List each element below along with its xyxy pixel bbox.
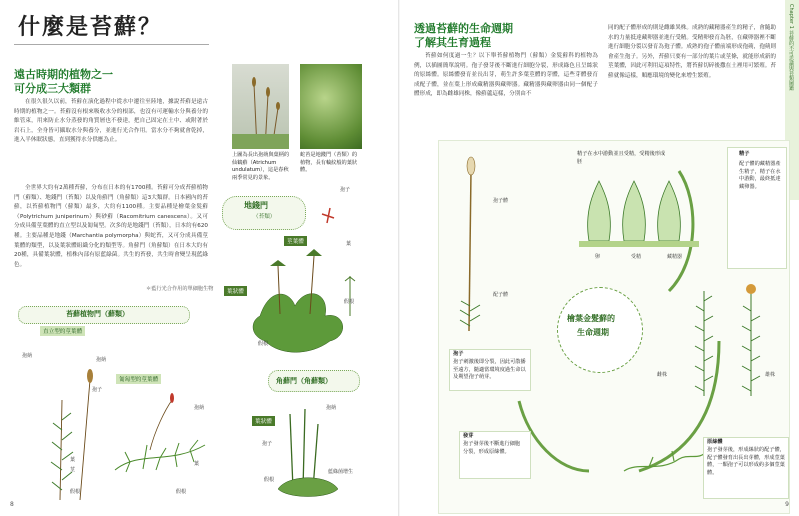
tag-liverwort-leafy: 莖葉體 <box>284 236 307 246</box>
label-archegonium: 藏精器 <box>667 254 683 260</box>
tag-creep: 匍匐型的莖葉體 <box>116 374 161 384</box>
label-spore-up: 孢子 <box>92 387 103 393</box>
page-number-left: 8 <box>10 501 14 508</box>
hornwort-heading: 角蘚門（角蘚類） <box>276 377 332 385</box>
body-paragraph-1: 在很久很久以前，苔蘚在演化過程中從水中遷往至陸地，據說苔蘚是遠古時期的植物之一。苔蘚沒有根來吸收水分的根部，也沒有可運輸水分與養分的維管束，用來防止水分蒸發的角質層也不發達，把自己固定在土中、或附著於岩石上，全身皆可攝取水分與養分，並進行光合作用。當水分不夠就會乾掉，進入半休眠狀態，直到獲得水分供應為止。 <box>14 99 208 144</box>
section-heading-4: 了解其生育過程 <box>414 36 491 49</box>
protonema-illustration <box>619 441 709 481</box>
label-spore-horn: 孢子 <box>262 441 273 447</box>
body-paragraph-3: 苔蘚如何度過一生？以下舉苔蘚植物門（蘚類）金髮蘚科的植物為例，以插圖簡單說明。孢子發芽後不斷進行細胞分裂，形成綠色且呈絲狀的原絲體。原絲體發育並長出芽，萌生許多葉莖體的芽體，這些芽體發育成配子體，並在葉上形成藏精器與藏卵器。藏精器與藏卵器由同一個配子體形成，即為雌雄同株，像蘚蘆這樣，分別由不 <box>414 53 598 98</box>
label-leaf-up: 葉 <box>70 457 76 463</box>
photo-caption-2: 蛇苔是地錢門（苔類）的植物，長有輪紋般的葉狀體。 <box>300 152 358 174</box>
sperm-title: 精子 <box>739 151 750 157</box>
label-rhizoid-up: 假根 <box>70 489 81 495</box>
photo-caption-1: 上圖為長出孢蒴與葉柄的仙鶴蘚（Atrichum undulatum），這是春秋兩季常見的景象。 <box>232 152 290 181</box>
label-stem-up: 莖 <box>70 467 76 473</box>
page-title: 什麼是苔蘚？ <box>18 14 163 40</box>
label-capsule-horn: 孢蒴 <box>326 405 337 411</box>
label-fertile: 受精 <box>631 254 642 260</box>
label-leaf-liverwort: 葉 <box>346 241 352 247</box>
body-paragraph-2: 全世界大約有2萬種苔蘚，分布在日本的有1700種。苔蘚可分成苔蘚植物門（蘚類）、地錢門（苔類）以及角蘚門（角蘚類）這3大類群。日本國內的苔蘚，以苔蘚植物門（蘚類）最多，大約有1100種。主要品種是檜葉金髮蘚（Polytrichum juniperinum）與砂蘚（Racomitrium canescens）。又可分成具備莖葉體的直立型以及匍匐型。次多的是地錢門（苔類），日本約有620種。主要品種是地錢（Marchantia polymorpha）與蛇苔，又可分成具備莖葉體的類型，以及葉狀體組織分化的類型等。角蘚門（角蘚類）在日本大約有20種，具備葉狀體，植株內部有原藍綠菌。共生的苔發，共生時會變呈現藍綠色。 <box>14 185 208 268</box>
label-capsule-creep: 孢蒴 <box>194 405 205 411</box>
moss-heading: 苔蘚植物門（蘚類） <box>66 310 129 318</box>
label-rhizoid-horn: 假根 <box>264 477 275 483</box>
germination-text: 孢子發芽後不斷進行細胞分裂，形成原絲體。 <box>463 441 521 455</box>
sporophyte-illustration <box>449 151 489 341</box>
tag-thallus: 葉狀體 <box>224 286 247 296</box>
label-leaf-creep: 葉 <box>194 461 200 467</box>
label-rhizoid-thallus: 假根 <box>258 341 269 347</box>
label-capsule-up: 孢蒴 <box>96 357 107 363</box>
label-capsule-up2: 孢蒴 <box>22 353 33 359</box>
label-egg: 卵 <box>595 254 601 260</box>
tag-hornwort-thallus: 葉狀體 <box>252 416 275 426</box>
moss-upright-illustration <box>30 340 110 510</box>
male-female-illustration <box>679 271 779 401</box>
liverwort-photo <box>300 64 362 149</box>
chapter-label: Chapter 1 苔蘚的不可思議與苔類圖鑑 <box>788 4 794 91</box>
label-sporophyte: 孢子體 <box>493 198 509 204</box>
liverwort-subheading: （苔類） <box>253 214 276 220</box>
label-rhizoid-creep: 假根 <box>176 489 187 495</box>
moss-photo-1 <box>232 64 289 149</box>
label-gametophyte: 配子體 <box>493 292 509 298</box>
right-page <box>400 0 799 516</box>
liverwort-illustration <box>250 196 360 356</box>
label-female: 雌株 <box>657 372 668 378</box>
body-paragraph-4: 同的配子體形成的則是雌雄異株。成熟的藏精器產生的精子，會隨助水的力量抵達藏卵器並進行受精。受精卵發育為胚，在藏卵器裡不斷進行細胞分裂以發育為孢子體。成熟的孢子體前端形成孢蒴，孢蒴則會產生孢子。另外，苔蘚只要有一部分的葉片或莖條，就能形成新的莖葉體，因此可利用這項特性，將苔蘚切碎後撒在土裡用可繁殖。苔蘚就像這樣，順應環境的變化來增生繁殖。 <box>608 25 776 79</box>
protonema-title: 原絲體 <box>707 439 723 445</box>
label-rhizoid-liverwort: 假根 <box>344 299 355 305</box>
spore-text: 孢子刺激後即分裂，因此可散播至遠方，隨適當環境度過生命以及期望孢子萌芽。 <box>453 359 526 381</box>
liverwort-heading: 地錢門 <box>244 201 268 210</box>
section-heading-1: 遠古時期的植物之一 <box>14 68 113 81</box>
left-page <box>0 0 399 516</box>
footnote: ＊藍行光合作用的單細胞生物 <box>146 286 214 292</box>
cycle-title-1: 檜葉金髮蘚的 <box>567 314 615 323</box>
section-heading-2: 可分成三大類群 <box>14 82 91 95</box>
label-male: 雄株 <box>765 372 776 378</box>
lifecycle-panel <box>438 140 790 514</box>
label-spore-liverwort: 孢子 <box>340 187 351 193</box>
archegonia-illustration <box>579 171 699 251</box>
sperm-text: 配子體的藏精器產生精子，精子在水中游動，最終抵達藏卵器。 <box>739 161 781 190</box>
label-cyano: 藍綠菌增生 <box>328 469 354 475</box>
cycle-title-2: 生命週期 <box>577 328 609 337</box>
spore-title: 孢子 <box>453 351 464 357</box>
protonema-text: 孢子發芽後，形成絲狀的配子體，配子體發育出長出芽體，形成莖葉體，一顆孢子可以形成約多個莖葉體。 <box>707 447 785 476</box>
tag-upright: 直立型的莖葉體 <box>40 326 85 336</box>
title-underline <box>14 44 209 45</box>
box-sperm-note: 精子在水中游動並且受精，受精後形成胚 <box>577 151 666 165</box>
germination-title: 發芽 <box>463 433 474 439</box>
section-heading-3: 透過苔蘚的生命週期 <box>414 22 513 35</box>
page-number-right: 9 <box>785 501 789 508</box>
